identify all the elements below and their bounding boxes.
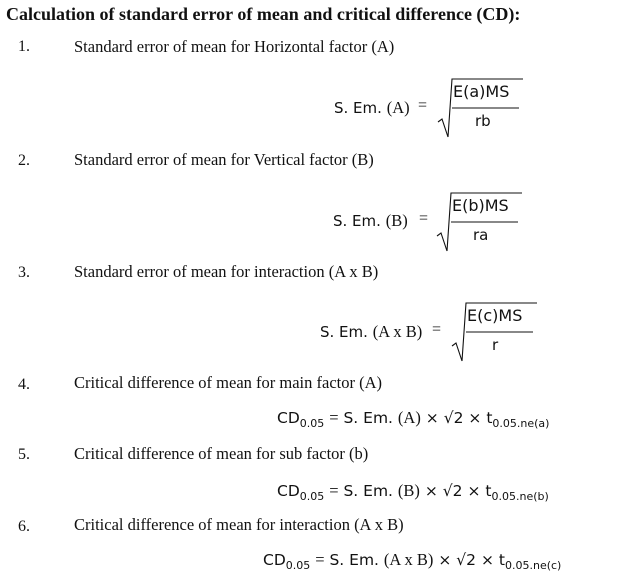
item-number: 5. — [18, 446, 30, 463]
fraction-denominator: r — [492, 336, 499, 354]
item-heading: Standard error of mean for Vertical factor (B) — [74, 150, 374, 169]
sem-argument: (A x B) — [383, 550, 434, 569]
times-sign: × — [438, 551, 452, 569]
times-sign: × — [467, 482, 481, 500]
sqrt-two: √2 — [443, 409, 464, 427]
item-heading: Critical difference of mean for sub factor (b) — [74, 444, 369, 463]
fraction-numerator: E(c)MS — [467, 306, 523, 325]
item-heading: Critical difference of mean for interaction (A x B) — [74, 515, 404, 534]
item-number: 4. — [18, 376, 30, 393]
sem-label: S. Em. — [320, 323, 368, 341]
item-heading: Standard error of mean for interaction (A x B) — [74, 262, 379, 281]
square-root-fraction — [451, 302, 541, 370]
sqrt-two: √2 — [456, 551, 477, 569]
fraction-denominator: ra — [473, 226, 489, 244]
times-sign: × — [480, 551, 494, 569]
fraction-numerator: E(a)MS — [453, 82, 510, 101]
cd-subscript: 0.05 — [299, 417, 325, 430]
cd-formula — [277, 481, 549, 503]
item-heading: Standard error of mean for Horizontal factor (A) — [74, 37, 395, 56]
sem-label: S. Em. — [343, 482, 393, 500]
sem-argument: (B) — [397, 481, 420, 500]
t-value: t — [486, 409, 493, 427]
sem-formula-lhs — [320, 322, 422, 342]
cd-label: CD — [263, 551, 286, 569]
sem-label: S. Em. — [333, 212, 381, 230]
item-number: 3. — [18, 264, 30, 281]
sem-argument: (A) — [386, 98, 410, 117]
times-sign: × — [425, 409, 439, 427]
sqrt-two: √2 — [442, 482, 463, 500]
fraction-numerator: E(b)MS — [452, 196, 509, 215]
t-subscript: 0.05.ne(a) — [492, 417, 550, 430]
fraction-denominator: rb — [475, 112, 491, 130]
square-root-fraction — [436, 192, 526, 260]
sem-formula-lhs — [334, 98, 410, 118]
page-title: Calculation of standard error of mean and critical difference (CD): — [6, 4, 521, 24]
t-subscript: 0.05.ne(c) — [504, 559, 562, 572]
item-heading: Critical difference of mean for main factor (A) — [74, 373, 383, 392]
square-root-fraction — [437, 78, 527, 146]
times-sign: × — [424, 482, 438, 500]
cd-label: CD — [277, 409, 300, 427]
equals-sign: = — [419, 210, 429, 227]
sem-argument: (A x B) — [372, 322, 423, 341]
t-subscript: 0.05.ne(b) — [491, 490, 549, 503]
sem-label: S. Em. — [343, 409, 393, 427]
cd-formula — [263, 550, 561, 572]
sem-label: S. Em. — [329, 551, 379, 569]
equals-sign: = — [315, 550, 325, 569]
times-sign: × — [468, 409, 482, 427]
equals-sign: = — [329, 408, 339, 427]
equals-sign: = — [418, 97, 428, 114]
sem-formula-lhs — [333, 211, 408, 231]
t-value: t — [498, 551, 505, 569]
cd-label: CD — [277, 482, 300, 500]
sem-label: S. Em. — [334, 99, 382, 117]
cd-formula — [277, 408, 549, 430]
equals-sign: = — [432, 321, 442, 338]
item-number: 6. — [18, 518, 30, 535]
equals-sign: = — [329, 481, 339, 500]
item-number: 2. — [18, 152, 30, 169]
sem-argument: (B) — [385, 211, 408, 230]
item-number: 1. — [18, 38, 30, 55]
t-value: t — [485, 482, 492, 500]
sem-argument: (A) — [397, 408, 421, 427]
cd-subscript: 0.05 — [299, 490, 325, 503]
cd-subscript: 0.05 — [285, 559, 311, 572]
